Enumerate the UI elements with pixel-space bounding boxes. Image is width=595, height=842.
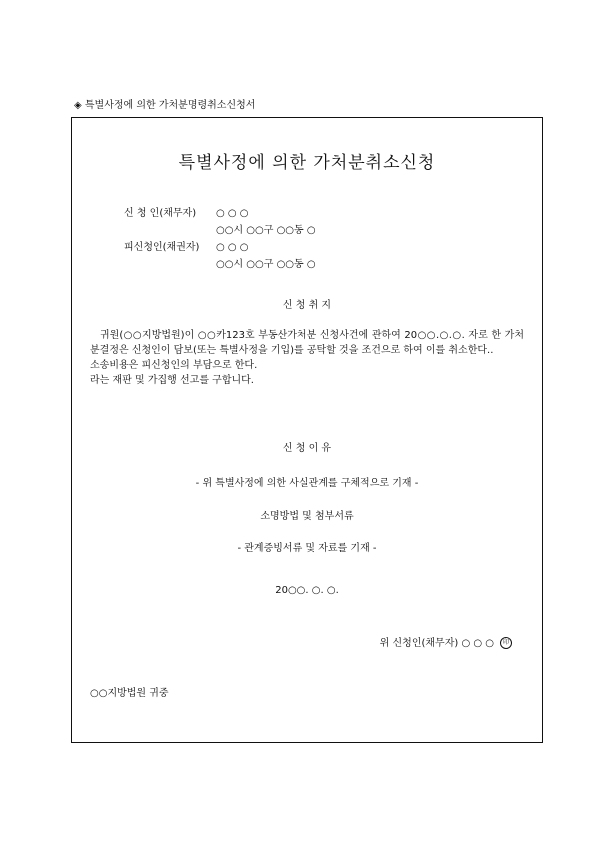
applicant-address: ○○시 ○○구 ○○동 ○ xyxy=(216,225,316,236)
purpose-line: 소송비용은 피신청인의 부담으로 한다. xyxy=(90,360,258,371)
document-caption: ◈ 특별사정에 의한 가처분명령취소신청서 xyxy=(74,100,256,111)
evidence-note: - 관계증빙서류 및 자료를 기재 - xyxy=(237,543,377,554)
applicant-row xyxy=(124,204,249,219)
respondent-address: ○○시 ○○구 ○○동 ○ xyxy=(216,259,316,270)
seal-icon: 印 xyxy=(500,637,512,649)
purpose-line: 귀원(○○지방법원)이 ○○카123호 부동산가처분 신청사건에 관하여 20○○.○.○. 자로 한 가처분결정은 신청인이 담보(또는 특별사정을 기입)를 공탁할 것을 조건으로 하여 이를 취소한다.. xyxy=(90,330,524,356)
document-date: 20○○. ○. ○. xyxy=(275,585,339,596)
evidence-heading: 소명방법 및 첨부서류 xyxy=(260,511,354,522)
purpose-heading: 신 청 취 지 xyxy=(282,300,332,311)
applicant-name: ○ ○ ○ xyxy=(216,208,249,219)
signer-line xyxy=(380,634,512,649)
respondent-name: ○ ○ ○ xyxy=(216,242,249,253)
purpose-line: 라는 재판 및 가집행 선고를 구합니다. xyxy=(90,375,254,386)
respondent-label: 피신청인(채권자) xyxy=(124,242,200,253)
document-title: 특별사정에 의한 가처분취소신청 xyxy=(178,153,436,173)
purpose-body xyxy=(90,328,524,388)
signer-text: 위 신청인(채무자) ○ ○ ○ xyxy=(379,638,494,649)
document-frame xyxy=(71,117,543,743)
reason-note: - 위 특별사정에 의한 사실관계를 구체적으로 기재 - xyxy=(195,478,419,489)
reason-heading: 신 청 이 유 xyxy=(282,443,332,454)
court-addressee: ○○지방법원 귀중 xyxy=(90,688,169,699)
respondent-row xyxy=(124,238,249,253)
applicant-label: 신 청 인(채무자) xyxy=(124,208,197,219)
